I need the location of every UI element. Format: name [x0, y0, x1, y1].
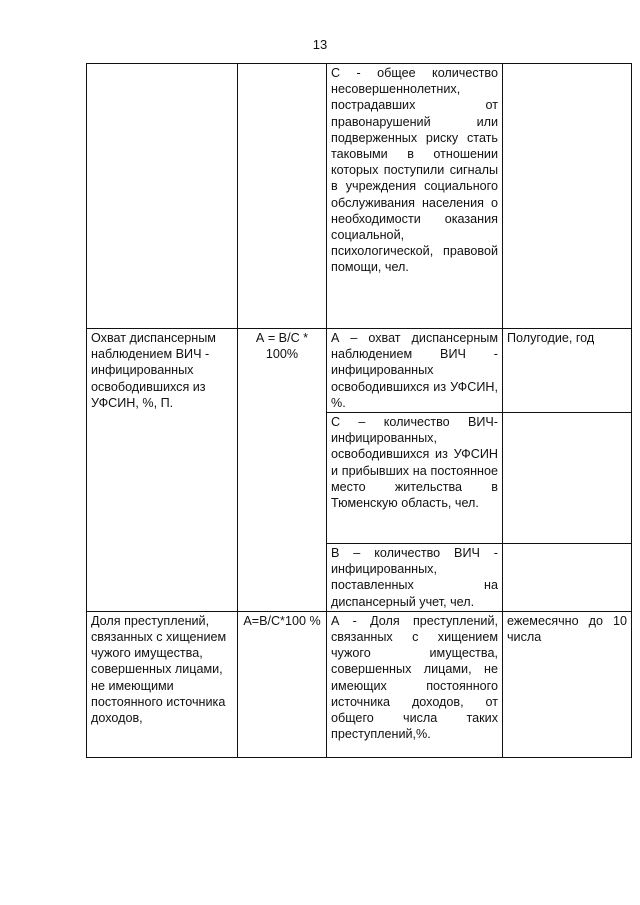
indicators-table [86, 63, 632, 758]
period-cell: Полугодие, год [503, 329, 632, 413]
indicator-cell: Доля преступлений, связанных с хищением чужого имущества, совершенных лицами, не имеющими постоянного источника доходов, [87, 611, 238, 757]
definition-cell: А - Доля преступлений, связанных с хищением чужого имущества, совершенных лицами, не имеющих постоянного источника доходов, от общего числа таких преступлений,%. [327, 611, 503, 757]
indicator-cell: Охват диспансерным наблюдением ВИЧ - инфицированных освободившихся из УФСИН, %, П. [87, 329, 238, 612]
period-cell-empty [503, 544, 632, 612]
formula-cell: А=В/С*100 % [238, 611, 327, 757]
formula-cell [238, 64, 327, 329]
table-row [87, 64, 632, 329]
page-number: 13 [312, 37, 328, 52]
table-row [87, 329, 632, 413]
definition-cell: В – количество ВИЧ - инфицированных, поставленных на диспансерный учет, чел. [327, 544, 503, 612]
table-row [87, 611, 632, 757]
indicator-cell [87, 64, 238, 329]
definition-cell: С – количество ВИЧ-инфицированных, освободившихся из УФСИН и прибывших на постоянное место жительства в Тюменскую область, чел. [327, 413, 503, 544]
formula-cell: А = В/С * 100% [238, 329, 327, 612]
period-cell: ежемесячно до 10 числа [503, 611, 632, 757]
period-cell [503, 64, 632, 329]
definition-cell: С - общее количество несовершеннолетних, пострадавших от правонарушений или подверженных риску стать таковыми в отношении которых поступили сигналы в учреждения социального обслуживания населения о необходимости оказания социальной, психологической, правовой помощи, чел. [327, 64, 503, 329]
period-cell-empty [503, 413, 632, 544]
definition-cell: А – охват диспансерным наблюдением ВИЧ - инфицированных освободившихся из УФСИН, %. [327, 329, 503, 413]
